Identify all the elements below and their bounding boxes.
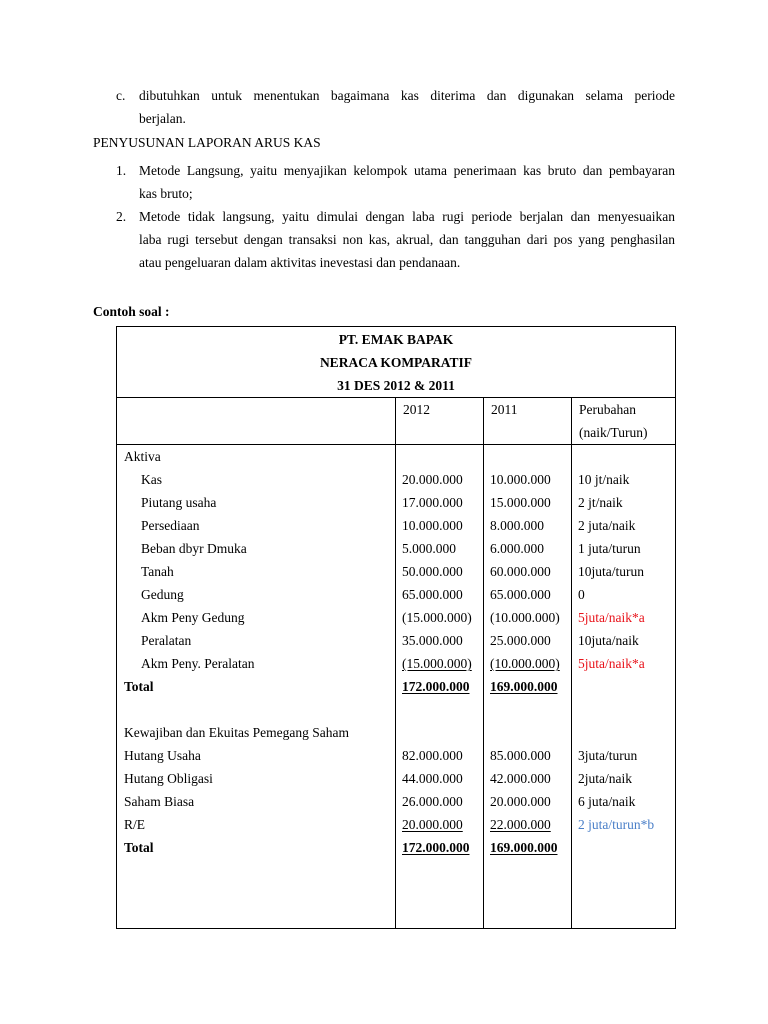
table-cell-change: 2juta/naik (578, 771, 632, 786)
method-1-line2: kas bruto; (139, 186, 193, 201)
comparative-balance-sheet-table (116, 326, 676, 929)
table-cell-v2012: 65.000.000 (402, 587, 463, 602)
table-cell-v2012: 44.000.000 (402, 771, 463, 786)
table-row-label: Beban dbyr Dmuka (141, 541, 247, 556)
method-2-line3: atau pengeluaran dalam aktivitas inevestasi dan pendanaan. (139, 255, 461, 270)
table-cell-v2012: (15.000.000) (402, 610, 472, 625)
table-cell-change: 2 juta/naik (578, 518, 636, 533)
table-cell-v2012: 26.000.000 (402, 794, 463, 809)
table-cell-v2012: 17.000.000 (402, 495, 463, 510)
table-cell-change: 2 juta/turun*b (578, 817, 655, 832)
method-1-line1: Metode Langsung, yaitu menyajikan kelompok utama penerimaan kas bruto dan pembayaran (139, 163, 675, 178)
table-cell-change: 10juta/turun (578, 564, 644, 579)
method-2-line1: Metode tidak langsung, yaitu dimulai dengan laba rugi periode berjalan dan menyesuaikan (139, 209, 675, 224)
list-marker-c: c. (116, 88, 126, 103)
table-cell-v2012: 35.000.000 (402, 633, 463, 648)
table-row-label (117, 698, 395, 721)
table-row-label: Total (124, 679, 154, 694)
table-row-label: Peralatan (141, 633, 192, 648)
table-row-label: Hutang Usaha (124, 748, 201, 763)
header-change-line1: Perubahan (579, 402, 636, 417)
table-row-label: Total (124, 840, 154, 855)
table-cell-v2011: 25.000.000 (490, 633, 551, 648)
table-cell-change: 0 (578, 587, 585, 602)
table-row-label: Akm Peny Gedung (141, 610, 245, 625)
table-cell-v2012: 50.000.000 (402, 564, 463, 579)
table-cell-change (572, 721, 675, 744)
table-cell-v2011: 65.000.000 (490, 587, 551, 602)
table-row-label: Akm Peny. Peralatan (141, 656, 255, 671)
table-cell-change: 10 jt/naik (578, 472, 630, 487)
table-cell-v2012: 82.000.000 (402, 748, 463, 763)
table-row-label: Saham Biasa (124, 794, 195, 809)
header-2012: 2012 (396, 398, 484, 445)
table-cell-v2012: (15.000.000) (402, 656, 472, 671)
table-cell-v2011: 8.000.000 (490, 518, 544, 533)
table-cell-change (572, 445, 675, 468)
item-c-line1: dibutuhkan untuk menentukan bagaimana kas diterima dan digunakan selama periode (139, 88, 675, 103)
table-row-label: R/E (124, 817, 146, 832)
table-cell-v2011 (484, 445, 571, 468)
table-cell-v2011: 169.000.000 (490, 840, 558, 855)
table-cell-change: 10juta/naik (578, 633, 639, 648)
example-label: Contoh soal : (93, 304, 170, 319)
table-cell-change: 2 jt/naik (578, 495, 623, 510)
method-2-line2: laba rugi tersebut dengan transaksi non kas, akrual, dan tangguhan dari pos yang penghasilan (139, 232, 675, 247)
table-cell-v2011 (484, 721, 571, 744)
table-cell-v2011: (10.000.000) (490, 656, 560, 671)
report-date: 31 DES 2012 & 2011 (337, 378, 455, 393)
table-row-label: Kas (141, 472, 162, 487)
table-cell-v2011: (10.000.000) (490, 610, 560, 625)
table-row-label: Tanah (141, 564, 174, 579)
header-label-cell (117, 398, 396, 445)
column-change (572, 445, 676, 929)
column-2011 (484, 445, 572, 929)
table-cell-v2011: 15.000.000 (490, 495, 551, 510)
table-cell-v2012: 5.000.000 (402, 541, 456, 556)
table-cell-change (572, 698, 675, 721)
table-title-cell (117, 327, 676, 398)
list-marker-1: 1. (116, 163, 127, 178)
table-cell-v2012 (396, 445, 483, 468)
table-cell-v2012: 20.000.000 (402, 817, 463, 832)
table-cell-change (572, 836, 675, 859)
table-cell-v2011 (484, 698, 571, 721)
header-change-line2: (naik/Turun) (579, 425, 648, 440)
table-cell-v2011: 85.000.000 (490, 748, 551, 763)
section-heading: PENYUSUNAN LAPORAN ARUS KAS (93, 135, 321, 150)
table-cell-change: 3juta/turun (578, 748, 638, 763)
report-title: NERACA KOMPARATIF (319, 355, 473, 370)
table-cell-v2011: 42.000.000 (490, 771, 551, 786)
table-cell-v2012: 172.000.000 (402, 840, 470, 855)
table-cell-change: 1 juta/turun (578, 541, 641, 556)
table-cell-v2011: 10.000.000 (490, 472, 551, 487)
item-c-line2: berjalan. (139, 111, 186, 126)
table-cell-v2012 (396, 698, 483, 721)
header-change (572, 398, 676, 445)
column-account (117, 445, 396, 929)
table-cell-change: 5juta/naik*a (578, 610, 645, 625)
table-cell-v2012 (396, 721, 483, 744)
table-cell-change (572, 675, 675, 698)
table-row-label: Gedung (141, 587, 184, 602)
header-2011: 2011 (484, 398, 572, 445)
table-row-label: Aktiva (124, 449, 161, 464)
company-name: PT. EMAK BAPAK (338, 332, 454, 347)
list-marker-2: 2. (116, 209, 127, 224)
table-cell-v2011: 169.000.000 (490, 679, 558, 694)
table-cell-v2011: 6.000.000 (490, 541, 544, 556)
table-cell-change: 6 juta/naik (578, 794, 636, 809)
table-cell-change: 5juta/naik*a (578, 656, 645, 671)
table-row-label: Hutang Obligasi (124, 771, 213, 786)
table-cell-v2011: 60.000.000 (490, 564, 551, 579)
table-row-label: Piutang usaha (141, 495, 217, 510)
table-row-label: Persediaan (141, 518, 200, 533)
table-cell-v2012: 10.000.000 (402, 518, 463, 533)
table-row-label: Kewajiban dan Ekuitas Pemegang Saham (124, 725, 349, 740)
table-cell-v2012: 172.000.000 (402, 679, 470, 694)
table-cell-v2011: 20.000.000 (490, 794, 551, 809)
table-cell-v2012: 20.000.000 (402, 472, 463, 487)
table-cell-v2011: 22.000.000 (490, 817, 551, 832)
column-2012 (396, 445, 484, 929)
